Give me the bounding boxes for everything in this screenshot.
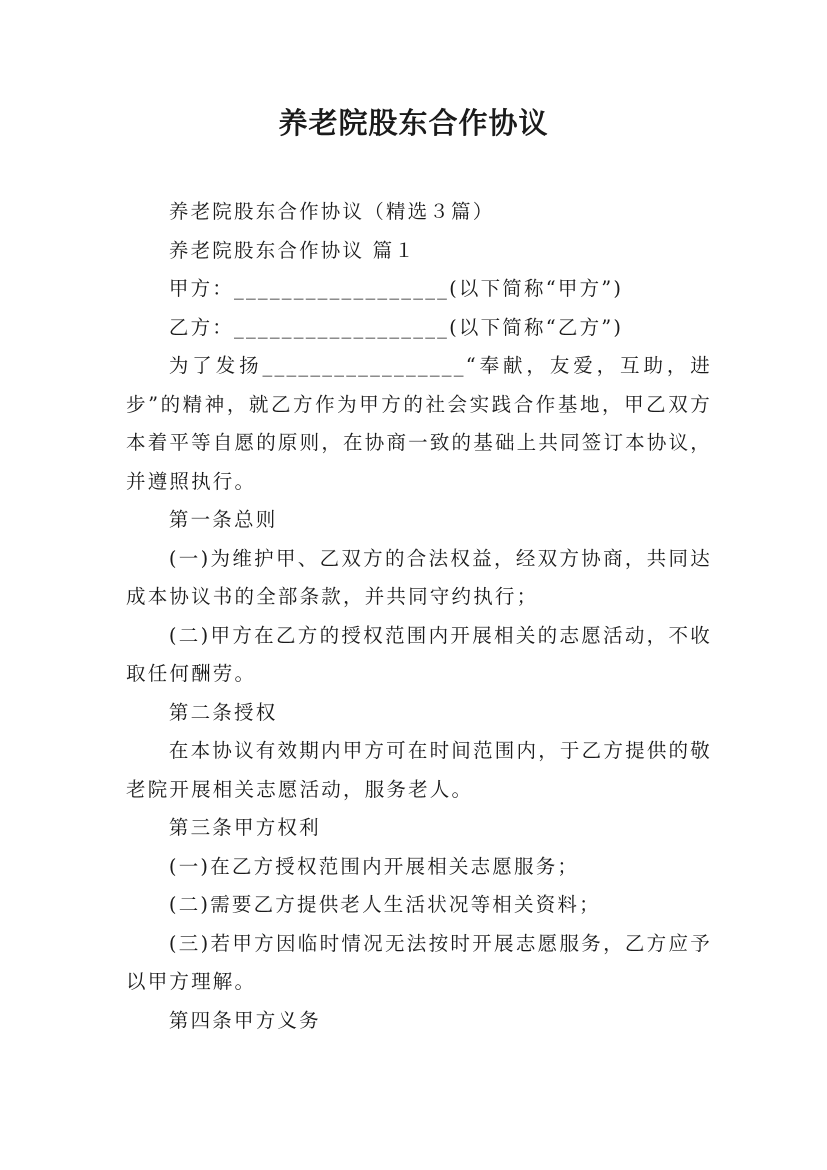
paragraph-party-a: 甲方：__________________(以下简称“甲方”)	[168, 277, 624, 300]
article-2-heading: 第二条授权	[168, 700, 278, 724]
article-3-clause-1: (一)在乙方授权范围内开展相关志愿服务；	[168, 854, 580, 878]
article-3-heading: 第三条甲方权利	[168, 816, 321, 839]
article-3-clause-3: (三)若甲方因临时情况无法按时开展志愿服务，乙方应予以甲方理解。	[126, 931, 712, 993]
document-title: 养老院股东合作协议	[278, 106, 549, 140]
document-body	[126, 193, 712, 1040]
article-2-text: 在本协议有效期内甲方可在时间范围内，于乙方提供的敬老院开展相关志愿活动，服务老人。	[126, 739, 712, 801]
paragraph-preamble: 为了发扬_________________“奉献，友爱，互助，进步”的精神，就乙方作为甲方的社会实践合作基地，甲乙双方本着平等自愿的原则，在协商一致的基础上共同签订本协议，并遵照执行。	[126, 354, 712, 493]
article-1-clause-2: (二)甲方在乙方的授权范围内开展相关的志愿活动，不收取任何酬劳。	[126, 623, 712, 685]
article-1-clause-1: (一)为维护甲、乙双方的合法权益，经双方协商，共同达成本协议书的全部条款，并共同守约执行；	[126, 546, 712, 608]
article-1-heading: 第一条总则	[168, 508, 278, 531]
paragraph-subtitle: 养老院股东合作协议（精选３篇）	[168, 200, 495, 223]
paragraph-section-heading: 养老院股东合作协议 篇１	[168, 238, 416, 262]
article-3-clause-2: (二)需要乙方提供老人生活状况等相关资料；	[168, 893, 601, 916]
paragraph-party-b: 乙方：__________________(以下简称“乙方”)	[168, 315, 624, 339]
article-4-heading: 第四条甲方义务	[168, 1008, 321, 1032]
